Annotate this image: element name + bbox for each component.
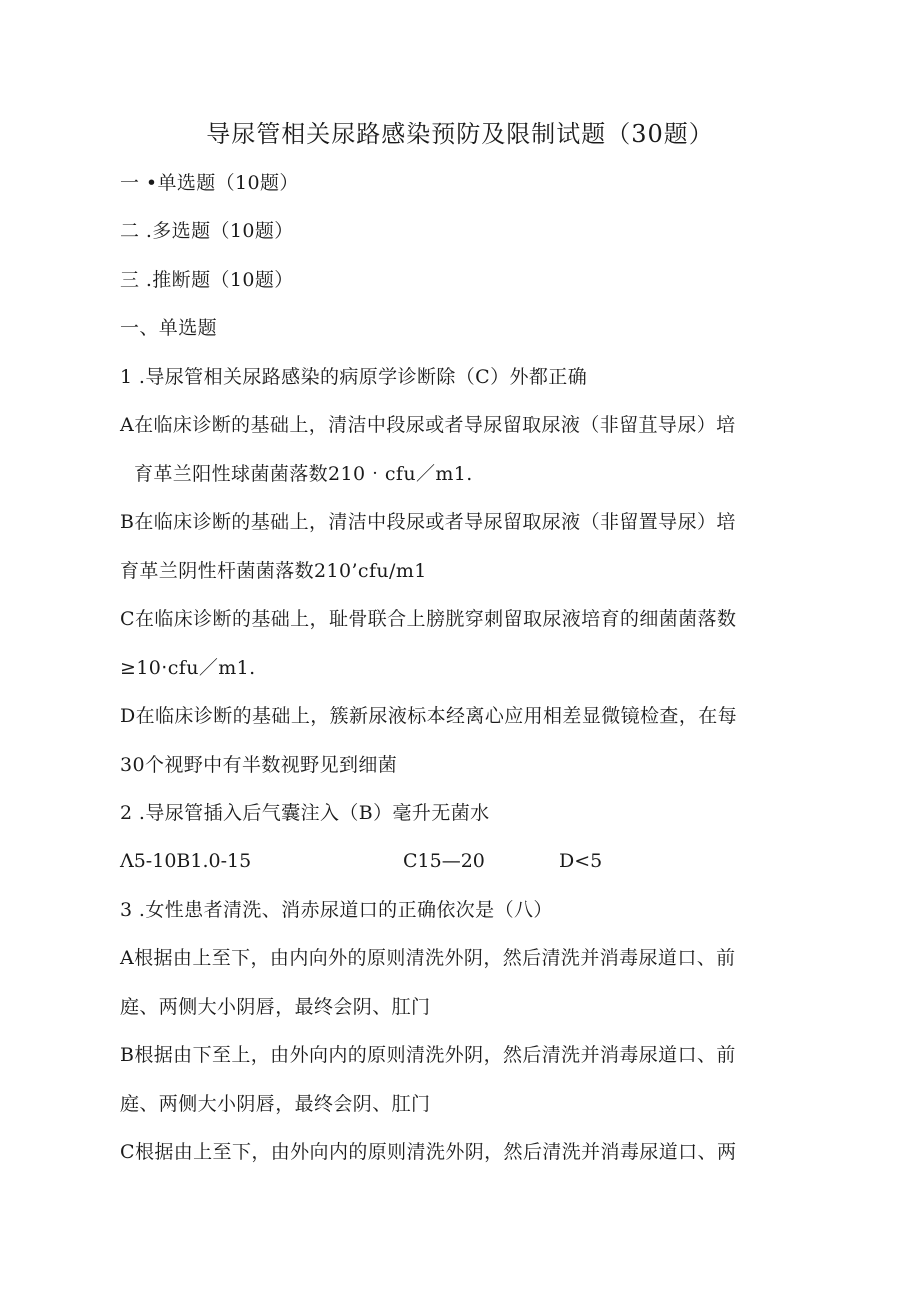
question-1-option-c-line1: C在临床诊断的基础上，耻骨联合上膀胱穿刺留取尿液培育的细菌菌落数 bbox=[120, 608, 737, 630]
section-heading: 一、单选题 bbox=[120, 317, 218, 339]
question-2-option-ab: Λ5-10B1.0-15 bbox=[120, 850, 252, 872]
question-3-option-b-line1: B根据由下至上，由外向内的原则清洗外阴，然后清洗并消毒尿道口、前 bbox=[120, 1044, 736, 1066]
outline-item-multiple-choice: 二 .多选题（10题） bbox=[120, 220, 294, 242]
question-1-option-a-line2: 育革兰阳性球菌菌落数210‧cfu／m1. bbox=[134, 463, 473, 485]
question-2-option-d: D<5 bbox=[559, 850, 603, 872]
question-2-options bbox=[120, 846, 740, 876]
question-3-option-b-line2: 庭、两侧大小阴唇，最终会阴、肛门 bbox=[120, 1093, 431, 1115]
question-3-option-c-line1: C根据由上至下，由外向内的原则清洗外阴，然后清洗并消毒尿道口、两 bbox=[120, 1141, 737, 1163]
question-1-stem: 1 .导尿管相关尿路感染的病原学诊断除（C）外都正确 bbox=[120, 366, 588, 388]
question-1-option-b-line1: B在临床诊断的基础上，清洁中段尿或者导尿留取尿液（非留置导尿）培 bbox=[120, 511, 736, 533]
question-1-option-d-line1: D在临床诊断的基础上，簇新尿液标本经离心应用相差显微镜检查，在每 bbox=[120, 705, 738, 727]
document-title: 导尿管相关尿路感染预防及限制试题（30题） bbox=[206, 120, 714, 148]
question-2-stem: 2 .导尿管插入后气囊注入（B）毫升无菌水 bbox=[120, 802, 490, 824]
question-1-option-d-line2: 30个视野中有半数视野见到细菌 bbox=[120, 754, 398, 776]
question-1-option-a-line1: A在临床诊断的基础上，清洁中段尿或者导尿留取尿液（非留苴导尿）培 bbox=[120, 414, 736, 436]
outline-item-single-choice: 一 •单选题（10题） bbox=[120, 172, 299, 194]
question-2-option-c: C15—20 bbox=[403, 850, 485, 872]
question-1-option-b-line2: 育革兰阴性杆菌菌落数210’cfu/m1 bbox=[120, 560, 427, 582]
outline-item-true-false: 三 .推断题（10题） bbox=[120, 269, 294, 291]
question-3-stem: 3 .女性患者清洗、消赤尿道口的正确依次是（八） bbox=[120, 899, 553, 921]
question-3-option-a-line2: 庭、两侧大小阴唇，最终会阴、肛门 bbox=[120, 996, 431, 1018]
question-1-option-c-line2: ≥10‧cfu／m1. bbox=[120, 657, 256, 679]
question-3-option-a-line1: A根据由上至下，由内向外的原则清洗外阴，然后清洗并消毒尿道口、前 bbox=[120, 947, 736, 969]
